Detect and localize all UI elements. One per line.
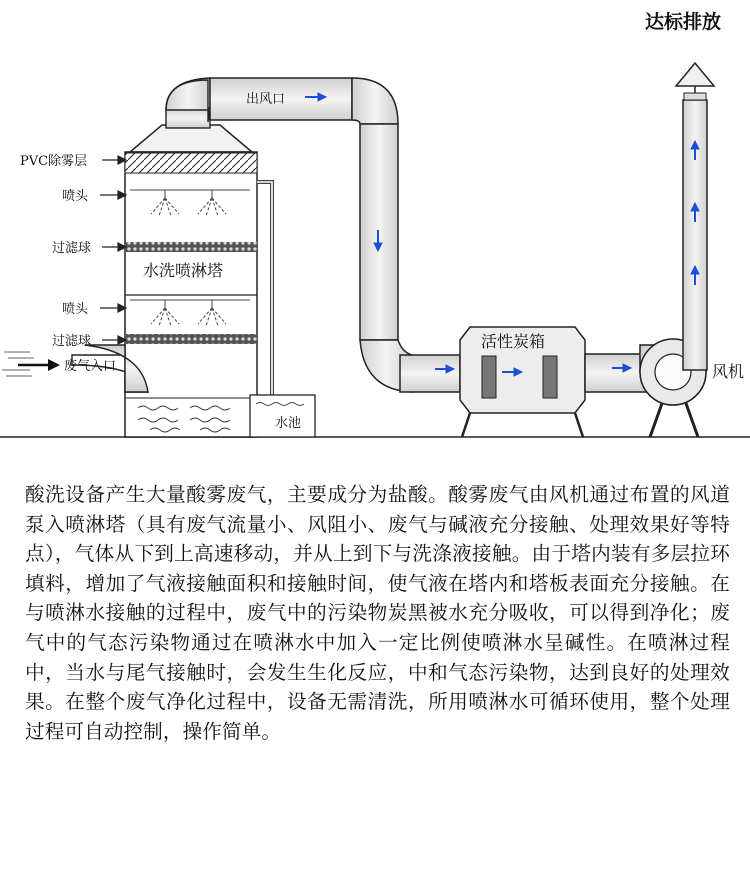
- pvc-demister-layer: [125, 153, 257, 173]
- inlet-arrow: [18, 359, 60, 371]
- label-filter-upper: 过滤球: [52, 241, 92, 256]
- label-pool: 水池: [275, 416, 302, 431]
- label-exhaust-out: 达标排放: [645, 11, 722, 33]
- description-text: 酸洗设备产生大量酸雾废气，主要成分为盐酸。酸雾废气由风机通过布置的风道泵入喷淋塔（具有废气流量小、风阻小、废气与碱液充分接触、处理效果好等特点），气体从下到上高速移动，并从上到下与洗涤液接触。由于塔内装有多层拉环填料，增加了气液接触面积和接触时间，使气液在塔内和塔板表面充分接触。在与喷淋水接触的过程中，废气中的污染物炭黑被水充分吸收，可以得到净化；废气中的气态污染物通过在喷淋水中加入一定比例使喷淋水呈碱性。在喷淋过程中，当水与尾气接触时，会发生生化反应，中和气态污染物，达到良好的处理效果。在整个废气净化过程中，设备无需清洗，所用喷淋水可循环使用，整个处理过程可自动控制，操作简单。: [25, 483, 730, 743]
- leader-lines: [100, 156, 126, 344]
- filter-layer-upper: [125, 242, 257, 252]
- label-carbon-box: 活性炭箱: [481, 332, 546, 351]
- label-tower-name: 水洗喷淋塔: [143, 261, 224, 280]
- label-outlet: 出风口: [246, 92, 286, 107]
- filter-layer-lower: [125, 334, 257, 344]
- circulation-pipe: [257, 182, 272, 395]
- fan-duct: [585, 354, 647, 392]
- label-pvc-layer: PVC除雾层: [20, 154, 88, 169]
- label-gas-inlet: 废气入口: [64, 359, 117, 374]
- label-nozzle-lower: 喷头: [62, 302, 89, 317]
- label-fan: 风机: [712, 362, 745, 381]
- label-filter-lower: 过滤球: [52, 334, 92, 349]
- label-nozzle-upper: 喷头: [62, 189, 89, 204]
